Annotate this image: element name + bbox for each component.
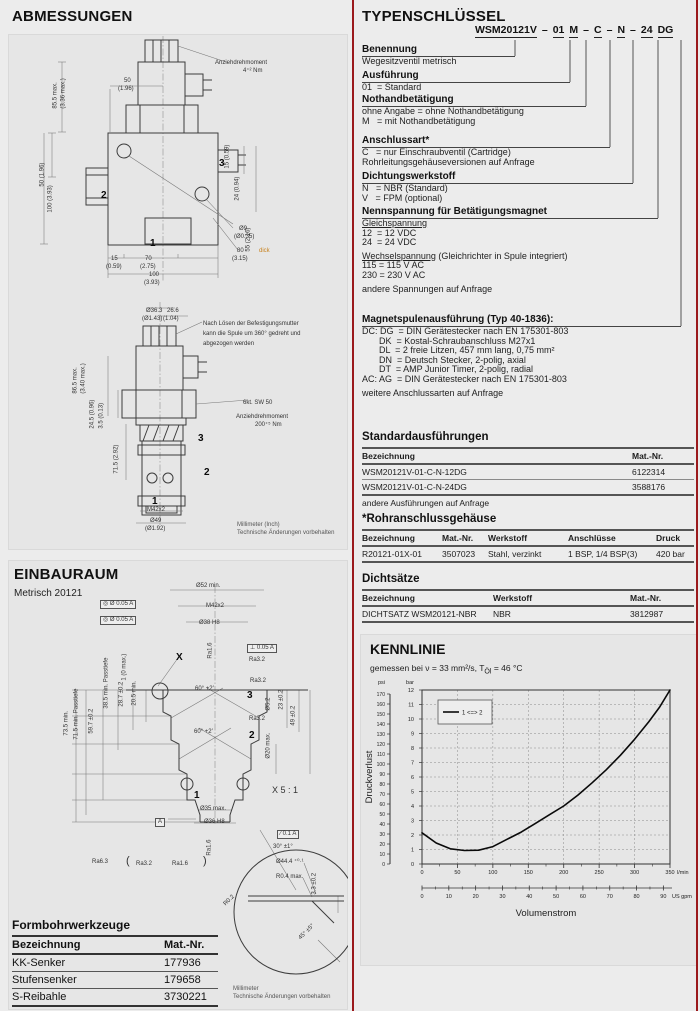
typenschluessel-section [362,44,694,67]
einbauraum-label-ra16-bottom: Ra1.6 [206,839,213,856]
abmessungen2-label-dia363-in: (Ø1.43) [142,316,163,322]
table-cell: Bezeichnung [362,451,415,461]
svg-text:110: 110 [377,752,385,758]
kennlinie-title: KENNLINIE [370,641,446,657]
section-line: 230 = 230 V AC [362,269,426,280]
einbauraum-label-angle60-1: 60° +2′ [195,686,214,692]
abmessungen2-label-port2: 2 [204,467,210,478]
abmessungen2-label-torque-line1: Anziehdrehmoment [236,414,289,420]
model-code-token: DG [657,24,674,36]
einbauraum-label-r04: R0.4 max. [276,874,304,880]
table-cell: Bezeichnung [362,533,415,543]
svg-text:120: 120 [376,742,385,748]
section-line: Wegesitzventil metrisch [362,56,457,66]
table-cell: R20121-01X-01 [362,549,423,559]
abmessungen2-label-thread: M42x2 [147,507,166,513]
abmessungen1-label-dimb-100: 100 [149,272,160,278]
table-title: *Rohranschlussgehäuse [362,513,497,525]
section-line: 12 = 12 VDC [362,227,417,238]
svg-text:150: 150 [523,870,533,876]
einbauraum-label-footnote1: Millimeter [233,986,259,992]
section-line: Wechselspannung (Gleichrichter in Spule integriert) [362,250,568,261]
section-line: andere Spannungen auf Anfrage [362,283,493,294]
table-cell: DICHTSATZ WSM20121-NBR [362,609,477,619]
abmessungen1-label-port2: 2 [101,190,107,201]
section-line: 115 = 115 V AC [362,260,424,271]
abmessungen2-label-dim35: 3.5 (0.13) [98,402,105,429]
svg-text:50: 50 [553,894,560,900]
einbauraum-label-dim597: 59.7 ±0.2 [88,708,95,734]
section-heading: Ausführung [362,70,570,83]
model-code-token: N [617,24,626,36]
svg-text:70: 70 [606,894,613,900]
svg-text:Druckverlust: Druckverlust [364,750,375,804]
section-line: AC: AG = DIN Gerätestecker nach EN 175301-803 [362,373,567,384]
table-row [362,465,694,480]
svg-text:50: 50 [454,870,461,876]
svg-text:2: 2 [410,833,414,839]
abmessungen2-label-torque-line2: 200⁺⁵ Nm [255,422,282,428]
abmessungen2-label-footnote1: Millimeter (Inch) [237,522,280,528]
einbauraum-label-ra32-2: Ra3.2 [250,678,267,684]
einbauraum-label-ra16-top: Ra1.6 [207,642,214,659]
svg-text:10: 10 [445,894,452,900]
abmessungen2-label-dim266: 26.6 [167,308,179,314]
abmessungen2-label-note2: kann die Spule um 360° gedreht und [203,331,301,337]
table-cell: NBR [493,609,511,619]
einbauraum-label-footnote2: Technische Änderungen vorbehalten [233,994,331,1000]
kennlinie-subtitle [370,663,523,676]
abmessungen1-label-dia9: Ø9 [239,226,248,232]
table-cell: Bezeichnung [12,939,81,951]
section-line: V = FPM (optional) [362,192,443,203]
abmessungen1-label-dim-width-top-in: (1.96) [118,86,134,92]
svg-text:100: 100 [376,762,385,768]
table-row [12,955,218,972]
section-line: C = nur Einschraubventil (Cartridge) [362,147,511,157]
svg-text:20: 20 [472,894,479,900]
table-cell: Mat.-Nr. [632,451,664,461]
einbauraum-label-dia36: Ø36 H8 [204,819,225,825]
typenschluessel-section [362,70,694,93]
kennlinie-subtitle-suffix: = 46 °C [491,663,523,673]
einbauraum-label-angle30: 30° ±1° [273,844,293,850]
table-title: Standardausführungen [362,431,489,443]
abmessungen1-label-dimb-70: 70 [145,256,152,262]
einbauraum-label-dim33: 3.3 ±0.2 [311,872,318,895]
typenschluessel-section [362,94,694,126]
section-line: 01 = Standard [362,82,422,92]
abmessungen2-label-dim245: 24.5 (0.96) [89,399,96,429]
table-row [12,989,218,1007]
abmessungen2-label-note1: Nach Lösen der Befestigungsmutter [203,321,299,327]
table-cell: 3507023 [442,549,476,559]
abmessungen2-label-note3: abgezogen werden [203,341,255,347]
table-cell: WSM20121V-01-C-N-24DG [362,482,467,492]
einbauraum-label-r02: R0.2 [222,893,236,908]
abmessungen2-label-dim715: 71.5 (2.92) [113,444,120,474]
underlined-term: Wechselspannung [362,250,436,261]
table-row [12,972,218,989]
svg-text:30: 30 [499,894,506,900]
table-cell: 420 bar [656,549,685,559]
section-line: 24 = 24 VDC [362,237,417,248]
einbauraum-label-port1: 1 [194,790,200,801]
svg-text:9: 9 [410,731,414,738]
svg-text:0: 0 [410,862,414,868]
einbauraum-label-ra32-1: Ra3.2 [249,657,266,663]
typenschluessel-section [362,206,694,294]
svg-text:200: 200 [559,870,569,876]
table-row [362,547,694,563]
abmessungen2-label-dia49: Ø49 [150,518,162,524]
abmessungen2-label-height-max: 86.5 max. [72,367,79,394]
model-code-token: 24 [640,24,653,36]
svg-text:3: 3 [410,818,414,825]
svg-text:40: 40 [526,894,533,900]
einbauraum-label-angle45: 45° ±5° [297,922,316,942]
svg-text:0: 0 [382,862,385,868]
model-code-separator: – [630,24,636,36]
svg-text:12: 12 [407,688,414,694]
einbauraum-label-dia38: Ø38 H8 [199,620,220,626]
svg-text:20: 20 [379,842,385,848]
table-cell: 3588176 [632,482,666,492]
svg-text:40: 40 [379,822,385,828]
table-cell: WSM20121V-01-C-N-12DG [362,467,467,477]
model-code [475,24,673,38]
table-row [362,607,694,623]
svg-text:300: 300 [629,870,640,876]
einbauraum-label-tol-concentric2: ◎ Ø 0.05 A [100,616,136,625]
table-cell: Stahl, verzinkt [488,549,542,559]
kennlinie-subtitle-prefix: gemessen bei ν = 33 mm²/s, T [370,663,485,673]
standardausfuehrungen-table [362,431,694,508]
abmessungen1-label-dimb-15-in: (0.59) [106,264,122,270]
table-cell: Mat.-Nr. [164,939,205,951]
svg-text:50: 50 [379,812,385,818]
abmessungen2-label-height-max-in: (3.40 max.) [80,363,87,394]
table-cell: 6122314 [632,467,666,477]
abmessungen1-label-dim-15-right: 15 (0.59) [224,144,231,169]
svg-text:6: 6 [410,775,414,781]
einbauraum-subtitle: Metrisch 20121 [14,588,83,599]
table-header-row [362,589,694,607]
einbauraum-label-ra32-3: Ra3.2 [249,716,266,722]
table-cell: 3730221 [164,991,207,1003]
abmessungen1-label-dim-80: 80 [237,248,244,254]
einbauraum-label-dim287: 28.7 ±0.2 [118,681,125,707]
abmessungen1-label-dim-width-top: 50 [124,78,131,84]
svg-text:5: 5 [410,789,414,796]
svg-text:l/min: l/min [677,870,689,876]
abmessungen2-label-hex: 6kt. SW 50 [243,400,273,406]
svg-text:Volumenstrom: Volumenstrom [515,908,577,919]
svg-text:4: 4 [410,804,414,810]
einbauraum-label-tol-perp: ⊥ 0.05 A [247,644,277,653]
abmessungen-drawing [8,34,348,550]
table-title: Dichtsätze [362,573,420,585]
table-cell: Werkstoff [493,593,533,603]
svg-text:30: 30 [379,832,385,838]
table-header-row [12,935,218,955]
table-title: Formbohrwerkzeuge [12,918,131,932]
section-line: Rohrleitungsgehäuseversionen auf Anfrage [362,156,535,167]
section-heading: Magnetspulenausführung (Typ 40-1836): [362,314,681,327]
table-row [362,480,694,496]
abmessungen2-label-port1: 1 [152,496,158,507]
einbauraum-label-datum-a: A [155,818,165,827]
section-line: weitere Anschlussarten auf Anfrage [362,387,504,398]
table-cell: Anschlüsse [568,533,616,543]
section-heading: Dichtungswerkstoff [362,171,633,184]
einbauraum-label-ra16-3: Ra1.6 [172,861,189,867]
typenschluessel-title: TYPENSCHLÜSSEL [362,8,506,25]
kennlinie-subtitle-sub: Öl [484,667,492,676]
abmessungen1-label-dimb-100-in: (3.93) [144,280,160,286]
svg-text:70: 70 [379,792,385,798]
section-heading: Nothandbetätigung [362,94,586,107]
column-divider-line [352,0,354,1011]
svg-text:0: 0 [420,894,424,900]
svg-text:80: 80 [633,894,640,900]
model-code-token: M [569,24,579,36]
abmessungen-title: ABMESSUNGEN [12,8,133,25]
einbauraum-label-paren-close: ) [203,855,207,867]
model-code-token: 01 [552,24,565,36]
abmessungen1-label-height-max: 85.5 max. [52,82,59,109]
table-cell: Bezeichnung [362,593,415,603]
section-line: DK = Kostal-Schraubanschluss M27x1 [379,335,536,346]
section-heading: Nennspannung für Betätigungsmagnet [362,206,658,219]
einbauraum-label-thread: M42x2 [206,603,225,609]
abmessungen1-label-dia9-in: (Ø0.35) [234,234,255,240]
underlined-term: Gleichspannung [362,218,428,228]
svg-text:160: 160 [376,702,385,708]
svg-text:1 <=> 2: 1 <=> 2 [462,710,483,717]
table-header-row [362,447,694,465]
abmessungen1-label-dim-100-left: 100 (3.93) [47,185,54,213]
abmessungen1-label-torque-line1: Anziehdrehmoment [215,60,268,66]
table-header-row [362,529,694,547]
section-line: DL = 2 freie Litzen, 457 mm lang, 0,75 mm² [379,345,555,356]
svg-text:11: 11 [408,702,414,709]
typenschluessel-section [362,314,694,398]
einbauraum-label-ra32-4: Ra3.2 [136,861,153,867]
svg-text:1: 1 [410,847,414,854]
svg-text:10: 10 [379,852,385,858]
svg-text:150: 150 [376,712,385,718]
pressure-drop-chart [360,676,698,966]
abmessungen2-label-dia363: Ø36.3 [146,308,163,314]
einbauraum-label-dim385: 38.5 min. Passtiefe [103,657,110,709]
abmessungen1-label-dim-55: 55 (2.16) [245,227,252,252]
einbauraum-label-dia20: Ø20 max. [265,732,272,759]
einbauraum-label-dim23: 23 ±0.2 [278,689,285,710]
svg-text:8: 8 [410,746,414,752]
svg-text:10: 10 [407,717,414,723]
svg-text:350: 350 [665,870,675,876]
rohranschlussgehaeuse-table [362,513,694,563]
table-cell: 179658 [164,974,201,986]
table-cell: 3812987 [630,609,664,619]
table-cell: Mat.-Nr. [630,593,662,603]
table-cell: Mat.-Nr. [442,533,474,543]
section-heading: Benennung [362,44,515,57]
table-cell: 177936 [164,957,201,969]
model-code-token: C [594,24,602,36]
einbauraum-label-depth1: 1 (0 max.) [121,653,128,681]
svg-text:90: 90 [660,894,667,900]
table-note: andere Ausführungen auf Anfrage [362,498,490,508]
table-cell: Druck [656,533,681,543]
abmessungen1-label-dimb-70-in: (2.75) [140,264,156,270]
svg-text:US gpm: US gpm [672,894,692,900]
table-cell: 1 BSP, 1/4 BSP(3) [568,549,638,559]
model-code-token: WSM20121V [475,24,537,36]
svg-text:0: 0 [420,870,424,876]
svg-text:bar: bar [406,680,414,686]
einbauraum-label-tol-runout: ∕ 0.1 A [277,830,299,839]
section-line: DC: DG = DIN Gerätestecker nach EN 175301-803 [362,326,569,336]
einbauraum-label-dia5: Ø5.2 [265,697,272,711]
abmessungen1-label-torque-line2: 4⁺² Nm [243,68,263,74]
svg-text:250: 250 [594,870,604,876]
abmessungen2-label-dim266-in: (1.04) [163,316,179,322]
section-line: DT = AMP Junior Timer, 2-polig, radial [379,364,533,375]
svg-text:90: 90 [379,772,385,778]
abmessungen1-label-dim-50-left: 50 (1.96) [39,162,46,187]
abmessungen2-label-port3: 3 [198,433,204,444]
einbauraum-label-tol-concentric: ◎ Ø 0.05 A [100,600,136,609]
formbohrwerkzeuge-table [12,918,218,1007]
einbauraum-label-dia52: Ø52 min. [196,583,221,589]
table-cell: Stufensenker [12,974,77,986]
einbauraum-label-detail-scale: X 5 : 1 [272,785,299,795]
einbauraum-label-ra63: Ra6.3 [92,859,109,865]
svg-text:7: 7 [410,760,414,767]
section-line: DN = Deutsch Stecker, 2-polig, axial [379,354,526,365]
dichtsaetze-table [362,573,694,623]
abmessungen2-label-dia49-in: (Ø1.92) [145,526,166,532]
table-cell: Werkstoff [488,533,528,543]
model-code-separator: – [606,24,613,36]
section-line: N = NBR (Standard) [362,183,448,193]
einbauraum-label-dim205: 20.5 min. [131,680,138,706]
abmessungen1-label-dimb-15: 15 [111,256,118,262]
svg-text:80: 80 [379,782,385,788]
abmessungen1-label-port3: 3 [219,158,225,169]
table-cell: KK-Senker [12,957,66,969]
svg-text:100: 100 [488,870,498,876]
einbauraum-label-dim715: 71.5 min. Passtiefe [73,688,80,740]
model-code-separator: – [583,24,589,36]
svg-text:psi: psi [377,680,385,686]
typenschluessel-section [362,171,694,203]
einbauraum-label-detail-x: X [176,652,183,663]
einbauraum-label-dia35: Ø35 max. [200,806,227,812]
einbauraum-label-dim735: 73.5 min. [63,710,70,736]
model-code-separator: – [541,24,548,36]
typenschluessel-section [362,135,694,167]
einbauraum-label-dia444: Ø44.4 ⁺⁰·¹ [276,859,304,865]
einbauraum-label-port3: 3 [247,690,253,701]
section-heading: Anschlussart* [362,135,610,148]
abmessungen1-label-dim-80-in: (3.15) [232,256,248,262]
einbauraum-label-dim49: 49 ±0.2 [290,705,297,726]
svg-text:170: 170 [376,692,385,698]
abmessungen1-label-port1: 1 [150,238,156,249]
einbauraum-title: EINBAURAUM [14,566,119,583]
section-line: M = mit Nothandbetätigung [362,115,476,126]
svg-text:140: 140 [376,722,385,728]
abmessungen1-label-height-max-in: (3.36 max.) [60,78,67,109]
table-cell: S-Reibahle [12,991,67,1003]
svg-text:60: 60 [379,802,385,808]
section-line: ohne Angabe = ohne Nothandbetätigung [362,106,524,116]
abmessungen1-label-dick: dick [259,248,270,254]
abmessungen1-label-dim-24: 24 (0.94) [234,176,241,201]
einbauraum-label-angle60-2: 60° +2′ [194,729,213,735]
abmessungen2-label-footnote2: Technische Änderungen vorbehalten [237,530,335,536]
einbauraum-label-port2: 2 [249,730,255,741]
svg-text:130: 130 [376,732,385,738]
svg-text:60: 60 [579,894,586,900]
einbauraum-label-paren-open: ( [126,855,130,867]
